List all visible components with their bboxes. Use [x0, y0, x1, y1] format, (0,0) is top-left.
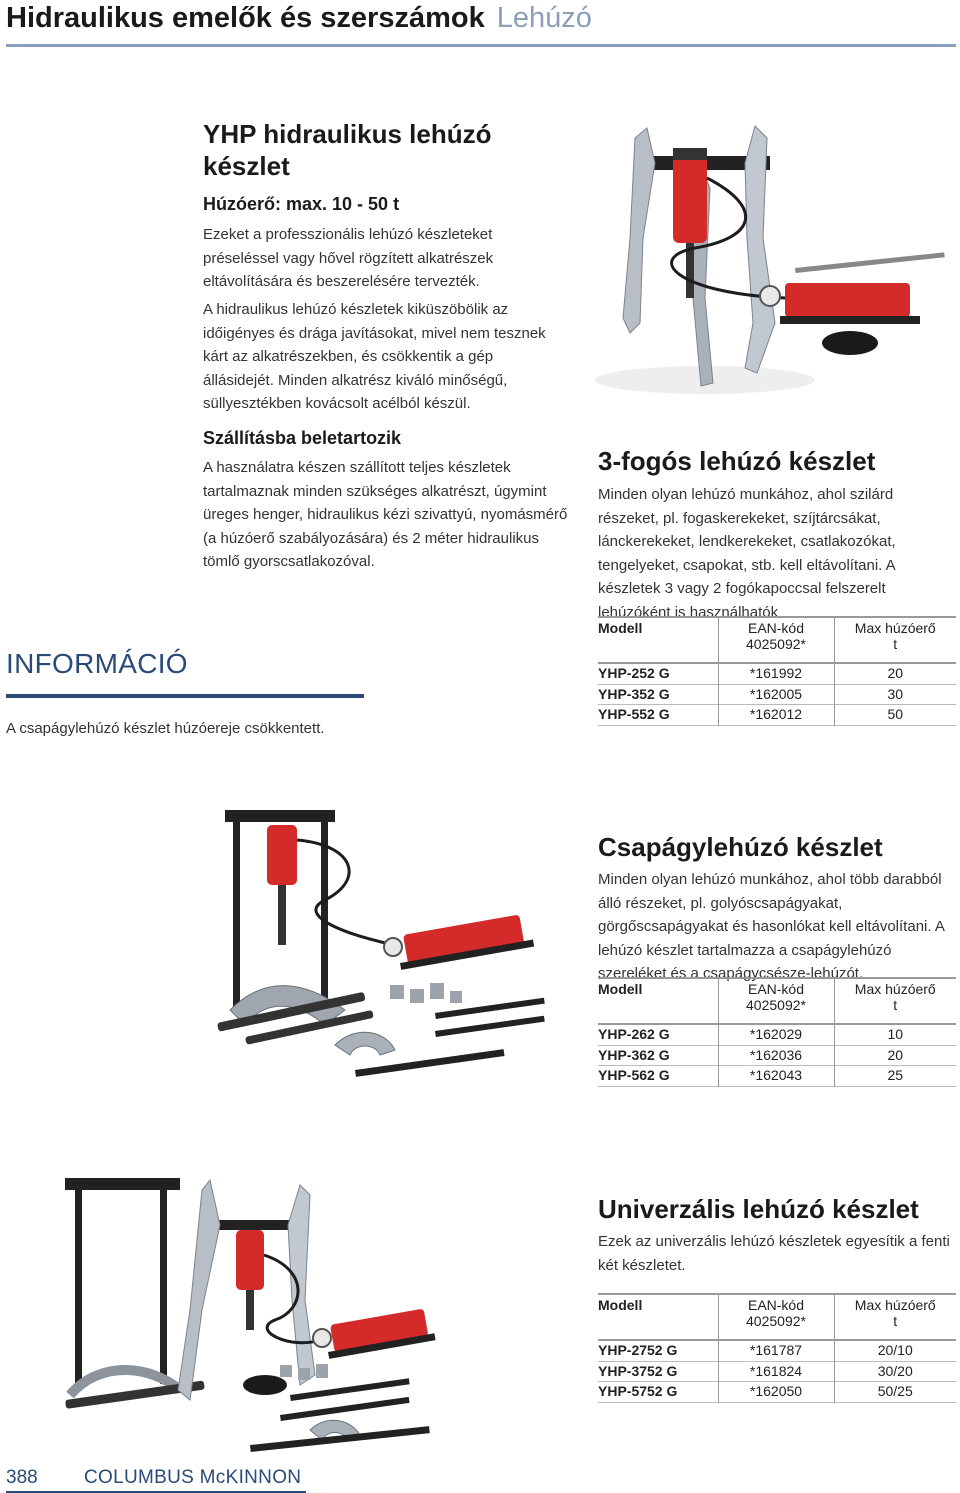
supply-paragraph: A használatra készen szállított teljes készletek tartalmaznak minden szükséges alkatrészt, úgymint üreges henger, hidraulikus kézi szivattyú, nyomásmérő (a húzóerő szabályozására) és 2 méter hidraulikus tömlő gyorscsatlakozóval. — [203, 459, 568, 570]
intro-paragraph-2: A hidraulikus lehúzó készletek kiküszöbölik az időigényes és drága javításokat, mivel nem tesznek kárt az alkatrészekben, és csökkentik a gép állásidejét. Minden alkatrész kiváló minőségű, süllyesztékben kovácsolt acélból készül. — [203, 301, 546, 412]
table-row: YHP-262 G *162029 10 — [598, 1024, 956, 1045]
section-3-text: Ezek az univerzális lehúzó készletek egyesítik a fenti két készletet. — [598, 1233, 950, 1274]
force-label: Húzóerő: max. 10 - 50 t — [203, 194, 400, 214]
info-text: A csapágylehúzó készlet húzóereje csökkentett. — [6, 720, 325, 737]
col-force: Max húzóerő t — [834, 1294, 956, 1340]
table-row: YHP-362 G *162036 20 — [598, 1045, 956, 1066]
table-row: YHP-352 G *162005 30 — [598, 684, 956, 705]
section-2-table — [598, 977, 956, 1087]
col-ean: EAN-kód 4025092* — [718, 978, 834, 1024]
table-row: YHP-552 G *162012 50 — [598, 705, 956, 726]
supply-title: Szállításba beletartozik — [203, 428, 402, 448]
table-row: YHP-252 G *161992 20 — [598, 663, 956, 684]
page-header — [6, 2, 592, 35]
table-header-row — [598, 1294, 956, 1340]
three-jaw-puller-image — [585, 118, 955, 408]
col-ean: EAN-kód 4025092* — [718, 617, 834, 663]
header-subtitle: Lehúzó — [496, 2, 592, 34]
table-header-row — [598, 978, 956, 1024]
header-rule — [6, 44, 956, 47]
col-force: Max húzóerő t — [834, 978, 956, 1024]
col-model: Modell — [598, 981, 643, 997]
brand-logo: COLUMBUS McKINNON — [84, 1467, 302, 1488]
intro-title: YHP hidraulikus lehúzó készlet — [203, 119, 492, 181]
header-title: Hidraulikus emelők és szerszámok — [6, 2, 485, 34]
section-1-title: 3-fogós lehúzó készlet — [598, 446, 876, 476]
table-header-row — [598, 617, 956, 663]
col-force: Max húzóerő t — [834, 617, 956, 663]
col-ean: EAN-kód 4025092* — [718, 1294, 834, 1340]
section-3-table — [598, 1293, 956, 1403]
section-1-table — [598, 616, 956, 726]
section-1-text: Minden olyan lehúzó munkához, ahol szilárd részeket, pl. fogaskerekeket, szíjtárcsákat, lánckerekeket, lendkerekeket, csatlakozókat, tengelyeket, csapokat, stb. kell eltávolítani. A készletek 3 vagy 2 fogókapoccsal felszerelt lehúzóként is használhatók — [598, 486, 896, 621]
page-number: 388 — [6, 1467, 38, 1488]
universal-puller-image — [60, 1160, 440, 1460]
table-row: YHP-5752 G *162050 50/25 — [598, 1382, 956, 1403]
info-title: INFORMÁCIÓ — [6, 648, 188, 679]
col-model: Modell — [598, 620, 643, 636]
section-2-text: Minden olyan lehúzó munkához, ahol több darabból álló részeket, pl. golyóscsapágyakat, görgőscsapágyakat és hasonlókat kell eltávolítani. A lehúzó készlet tartalmazza a csapágylehúzó szereléket és a csapágycsésze-lehúzót. — [598, 871, 945, 982]
intro-paragraph-1: Ezeket a professzionális lehúzó készleteket préseléssel vagy hővel rögzített alkatrészek eltávolítására és beszerelésére tervezték. — [203, 226, 494, 290]
table-row: YHP-3752 G *161824 30/20 — [598, 1361, 956, 1382]
bearing-puller-image — [205, 785, 560, 1095]
col-model: Modell — [598, 1297, 643, 1313]
section-3-title: Univerzális lehúzó készlet — [598, 1194, 919, 1224]
info-rule — [6, 694, 364, 698]
section-2-title: Csapágylehúzó készlet — [598, 832, 883, 862]
table-row: YHP-562 G *162043 25 — [598, 1066, 956, 1087]
table-row: YHP-2752 G *161787 20/10 — [598, 1340, 956, 1361]
